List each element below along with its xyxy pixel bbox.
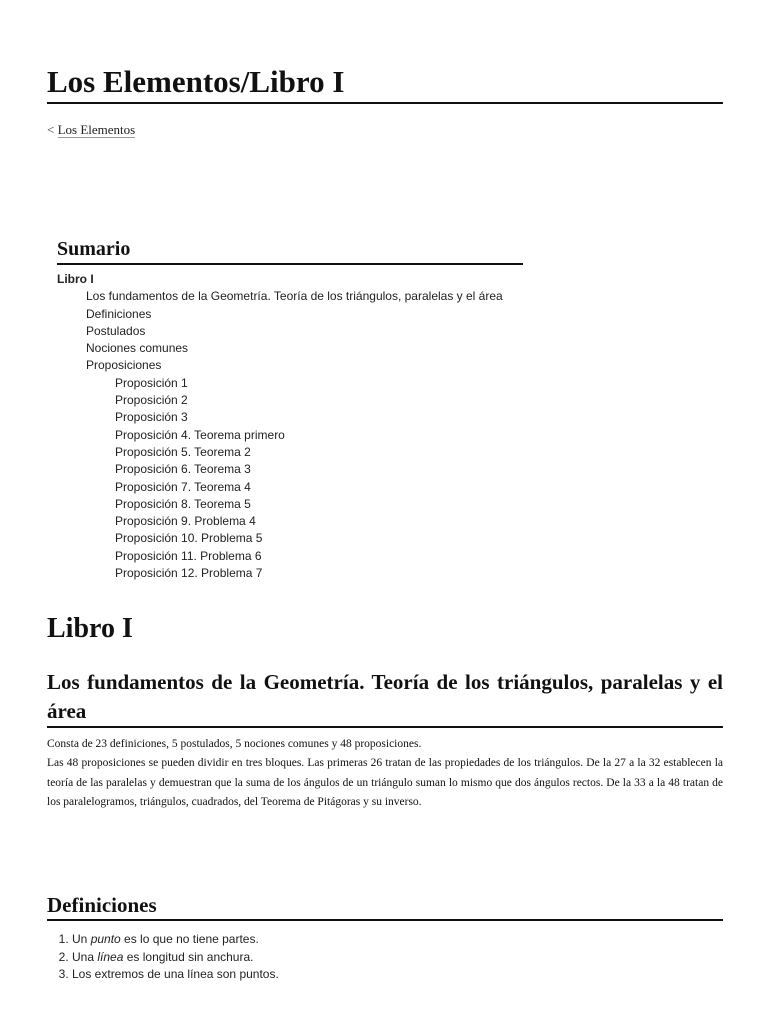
- toc-item[interactable]: Nociones comunes: [86, 341, 189, 356]
- term: punto: [90, 932, 121, 946]
- toc-list: [57, 271, 523, 582]
- list-item: 1. Un punto es lo que no tiene partes.: [72, 931, 748, 949]
- page-title: Los Elementos/Libro I: [47, 64, 723, 104]
- section-subheading: Los fundamentos de la Geometría. Teoría de los triángulos, paralelas y el área: [47, 668, 723, 728]
- table-of-contents: [57, 236, 523, 582]
- toc-item[interactable]: Proposición 3: [115, 410, 188, 425]
- definitions-heading: Definiciones: [47, 891, 723, 921]
- toc-item[interactable]: Proposición 1: [115, 375, 188, 390]
- toc-item[interactable]: Postulados: [86, 323, 146, 338]
- toc-item[interactable]: Proposición 10. Problema 5: [115, 531, 263, 546]
- toc-item[interactable]: Proposición 5. Teorema 2: [115, 444, 251, 459]
- toc-item[interactable]: Proposición 6. Teorema 3: [115, 462, 251, 477]
- toc-title: Sumario: [57, 236, 523, 265]
- toc-item[interactable]: Los fundamentos de la Geometría. Teoría de los triángulos, paralelas y el área: [86, 289, 503, 304]
- toc-item[interactable]: Definiciones: [86, 306, 152, 321]
- breadcrumb-prefix: <: [47, 122, 55, 137]
- toc-item[interactable]: Proposición 7. Teorema 4: [115, 479, 251, 494]
- list-item: 3. Los extremos de una línea son puntos.: [72, 966, 748, 984]
- breadcrumb: [47, 122, 135, 138]
- intro-text: [47, 735, 723, 812]
- toc-item[interactable]: Proposición 9. Problema 4: [115, 514, 256, 529]
- toc-item[interactable]: Proposiciones: [86, 358, 162, 373]
- toc-item[interactable]: Proposición 2: [115, 393, 188, 408]
- toc-item[interactable]: Proposición 8. Teorema 5: [115, 496, 251, 511]
- toc-item[interactable]: Libro I: [57, 272, 94, 286]
- definitions-list: [47, 931, 748, 984]
- section-heading-libro: Libro I: [47, 613, 133, 644]
- paragraph: Consta de 23 definiciones, 5 postulados, 5 nociones comunes y 48 proposiciones.: [47, 738, 422, 750]
- toc-item[interactable]: Proposición 11. Problema 6: [115, 548, 262, 563]
- paragraph: Las 48 proposiciones se pueden dividir en tres bloques. Las primeras 26 tratan de las propiedades de los triángulos. De la 27 a la 32 establecen la teoría de las paralelas y demuestran que la suma de los ángulos de un triángulo suman lo mismo que dos ángulos rectos. De la 33 a la 48 tratan de los paralelogramos, triángulos, cuadrados, del Teorema de Pitágoras y su inverso.: [47, 757, 723, 808]
- toc-item[interactable]: Proposición 4. Teorema primero: [115, 427, 285, 442]
- toc-item[interactable]: Proposición 12. Problema 7: [115, 566, 263, 581]
- breadcrumb-link-los-elementos[interactable]: Los Elementos: [57, 122, 136, 137]
- term: línea: [97, 949, 124, 964]
- list-item: 2. Una línea es longitud sin anchura.: [72, 949, 748, 967]
